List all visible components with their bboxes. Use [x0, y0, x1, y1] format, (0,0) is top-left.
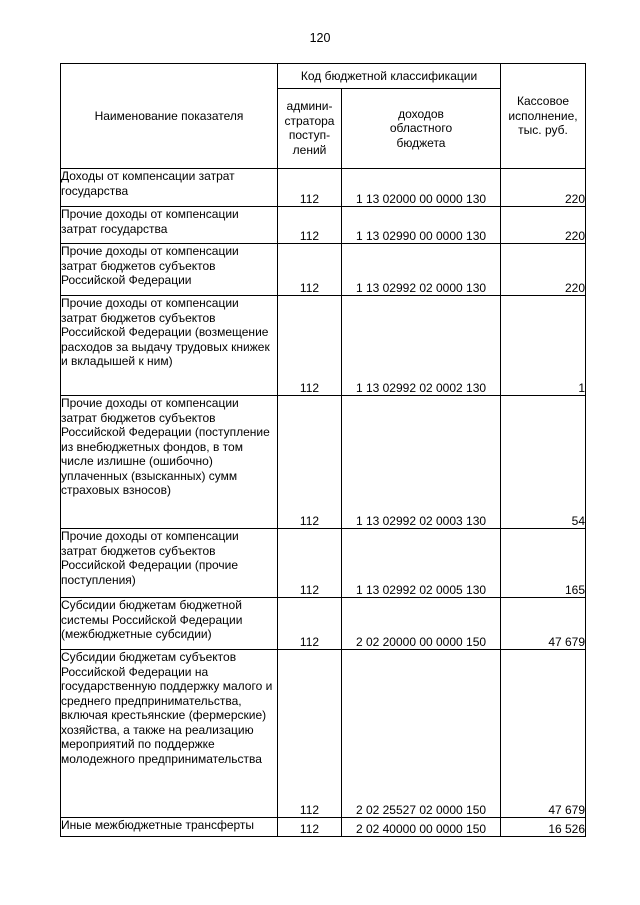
row-amount: 220: [501, 244, 586, 296]
table-row: [61, 169, 586, 207]
header-code-label: доходов областного бюджета: [389, 106, 453, 150]
table-row: [61, 529, 586, 598]
row-name: Прочие доходы от компенсации затрат бюджетов субъектов Российской Федерации (возмещение расходов за выдачу трудовых книжек и вкладышей к ним): [61, 296, 278, 396]
table-row: [61, 296, 586, 396]
row-admin: 112: [278, 529, 342, 598]
row-admin: 112: [278, 396, 342, 529]
row-admin: 112: [278, 169, 342, 207]
table-row: [61, 650, 586, 818]
row-name: Доходы от компенсации затрат государства: [61, 169, 278, 207]
table-row: [61, 244, 586, 296]
row-name: Субсидии бюджетам субъектов Российской Федерации на государственную поддержку малого и среднего предпринимательства, включая крестьянские (фермерские) хозяйства, а также на реализацию мероприятий по поддержке молодежного предпринимательства: [61, 650, 278, 818]
header-classification-group: Код бюджетной классификации: [278, 64, 501, 89]
row-amount: 220: [501, 169, 586, 207]
row-code: 1 13 02990 00 0000 130: [342, 207, 501, 244]
row-code: 2 02 25527 02 0000 150: [342, 650, 501, 818]
header-name: Наименование показателя: [61, 64, 278, 169]
row-amount: 47 679: [501, 650, 586, 818]
row-code: 1 13 02992 02 0005 130: [342, 529, 501, 598]
header-amount: [501, 64, 586, 169]
row-name: Прочие доходы от компенсации затрат бюджетов субъектов Российской Федерации (прочие поступления): [61, 529, 278, 598]
table-row: [61, 818, 586, 837]
row-name: Субсидии бюджетам бюджетной системы Российской Федерации (межбюджетные субсидии): [61, 598, 278, 650]
row-amount: 47 679: [501, 598, 586, 650]
page-number: 120: [309, 31, 331, 45]
row-admin: 112: [278, 244, 342, 296]
row-admin: 112: [278, 650, 342, 818]
row-admin: 112: [278, 818, 342, 837]
header-code: [342, 88, 501, 168]
row-code: 1 13 02992 02 0003 130: [342, 396, 501, 529]
header-row-top: [61, 64, 586, 89]
row-code: 1 13 02992 02 0002 130: [342, 296, 501, 396]
table-row: [61, 598, 586, 650]
row-amount: 54: [501, 396, 586, 529]
header-admin-label: админи- стратора поступ- лений: [284, 99, 335, 157]
table-row: [61, 207, 586, 244]
budget-table: [60, 63, 586, 837]
row-name: Иные межбюджетные трансферты: [61, 818, 278, 837]
row-code: 1 13 02992 02 0000 130: [342, 244, 501, 296]
row-amount: 1: [501, 296, 586, 396]
table-row: [61, 396, 586, 529]
row-name: Прочие доходы от компенсации затрат бюджетов субъектов Российской Федерации (поступление из внебюджетных фондов, в том числе излишне (ошибочно) уплаченных (взысканных) сумм страховых взносов): [61, 396, 278, 529]
row-name: Прочие доходы от компенсации затрат бюджетов субъектов Российской Федерации: [61, 244, 278, 296]
row-amount: 165: [501, 529, 586, 598]
row-admin: 112: [278, 207, 342, 244]
header-admin: [278, 88, 342, 168]
header-amount-label: Кассовое исполнение, тыс. руб.: [508, 94, 578, 138]
row-code: 1 13 02000 00 0000 130: [342, 169, 501, 207]
row-amount: 220: [501, 207, 586, 244]
row-admin: 112: [278, 296, 342, 396]
row-amount: 16 526: [501, 818, 586, 837]
row-code: 2 02 20000 00 0000 150: [342, 598, 501, 650]
row-admin: 112: [278, 598, 342, 650]
row-name: Прочие доходы от компенсации затрат государства: [61, 207, 278, 244]
row-code: 2 02 40000 00 0000 150: [342, 818, 501, 837]
